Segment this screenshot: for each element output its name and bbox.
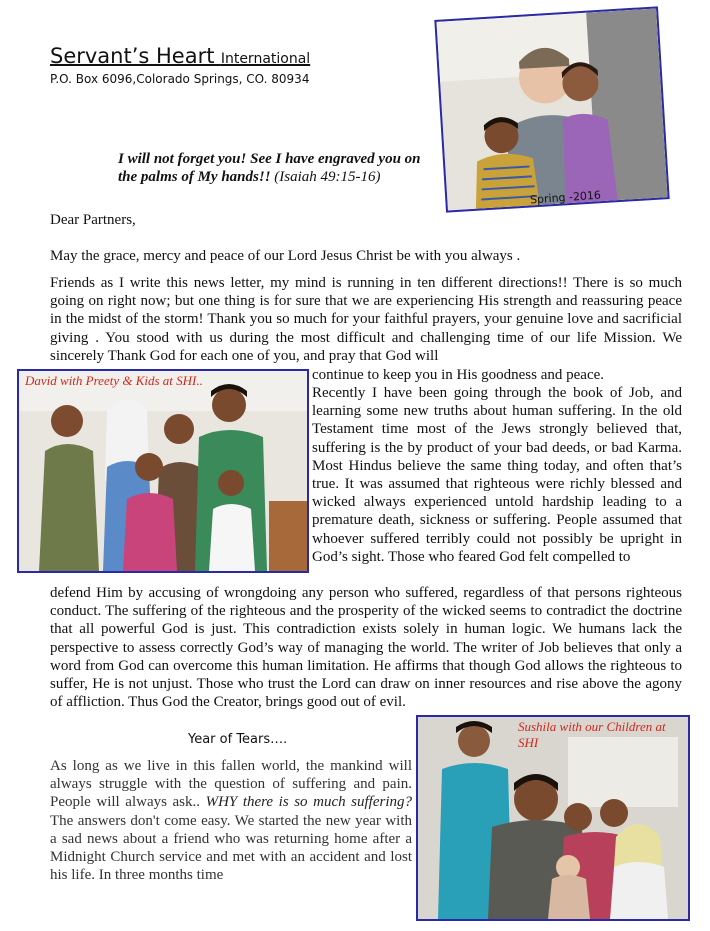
- organization-address: P.O. Box 6096,Colorado Springs, CO. 80934: [50, 72, 310, 86]
- photo-spring-2016-image: [436, 8, 667, 210]
- letter-paragraph-1-end: continue to keep you in His goodness and peace.: [312, 367, 605, 383]
- year-of-tears-paragraph: [50, 757, 412, 884]
- year-of-tears-part-2: The answers don't come easy. We started the new year with a sad news about a friend who was returning home after a Midnight Church service and met with an accident and lost his life. In three months time: [50, 812, 412, 884]
- year-of-tears-question: WHY there is so much suffering?: [205, 794, 413, 811]
- organization-name-main: Servant’s Heart: [50, 44, 215, 68]
- organization-name-suffix: International: [220, 51, 311, 67]
- photo-sushila-children: [416, 715, 690, 921]
- photo-spring-2016-caption: Spring -2016: [529, 188, 602, 207]
- letter-blessing: May the grace, mercy and peace of our Lord Jesus Christ be with you always .: [50, 248, 521, 264]
- year-of-tears-part-1: As long as we live in this fallen world, the mankind will always struggle with the question of suffering and pain. People will always ask..: [50, 758, 412, 811]
- letter-greeting: Dear Partners,: [50, 212, 136, 228]
- scripture-verse-reference: (Isaiah 49:15-16): [274, 169, 381, 185]
- organization-name: [50, 44, 310, 68]
- letter-paragraph-1: Friends as I write this news letter, my mind is running in ten different directions!! There is so much going on right now; but one thing is for sure that we are experiencing His strength and reassuring peace in the midst of the storm! Thank you so much for your faithful prayers, your genuine love and sacrificial giving . You stood with us during the most difficult and challenging time of our life Mission. We sincerely Thank God for each one of you, and pray that God will: [50, 275, 682, 364]
- photo-david-preety-kids-image: [19, 371, 307, 571]
- photo-spring-2016: [434, 6, 669, 212]
- section-title-year-of-tears: Year of Tears….: [188, 732, 288, 747]
- letter-paragraph-2-wrapped: Recently I have been going through the book of Job, and learning some new truths about human suffering. In the old Testament time most of the Jews strongly believed that, suffering is the by product of your bad deeds, or bad Karma. Most Hindus believe the same thing today, and often that’s true. It was assumed that righteous were richly blessed and wicked always experienced untold hardship leading to a premature death, sickness or suffering. People assumed that whoever suffered terribly could not possibly be upright in God’s sight. Those who feared God felt compelled to: [312, 385, 682, 565]
- photo-sushila-children-caption: Sushila with our Children at SHI: [518, 719, 666, 750]
- letter-paragraph-2-continued: defend Him by accusing of wrongdoing any person who suffered, regardless of that persons righteous conduct. The suffering of the righteous and the prosperity of the wicked seems to contradict the doctrine that all powerful God is just. This contradiction exists solely in human logic. We humans lack the perspective to assess correctly God’s way of managing the world. The writer of Job believes that only a word from God can overcome this human limitation. He affirms that though God allows the righteous to suffer, He is not unjust. Those who trust the Lord can draw on inner resources and rise above the agony of affliction. Thus God the Creator, brings good out of evil.: [50, 585, 682, 711]
- scripture-verse: [118, 150, 438, 186]
- photo-david-preety-kids: [17, 369, 309, 573]
- photo-david-preety-kids-caption: David with Preety & Kids at SHI..: [25, 373, 203, 388]
- scripture-verse-text: I will not forget you! See I have engraved you on the palms of My hands!!: [118, 151, 421, 185]
